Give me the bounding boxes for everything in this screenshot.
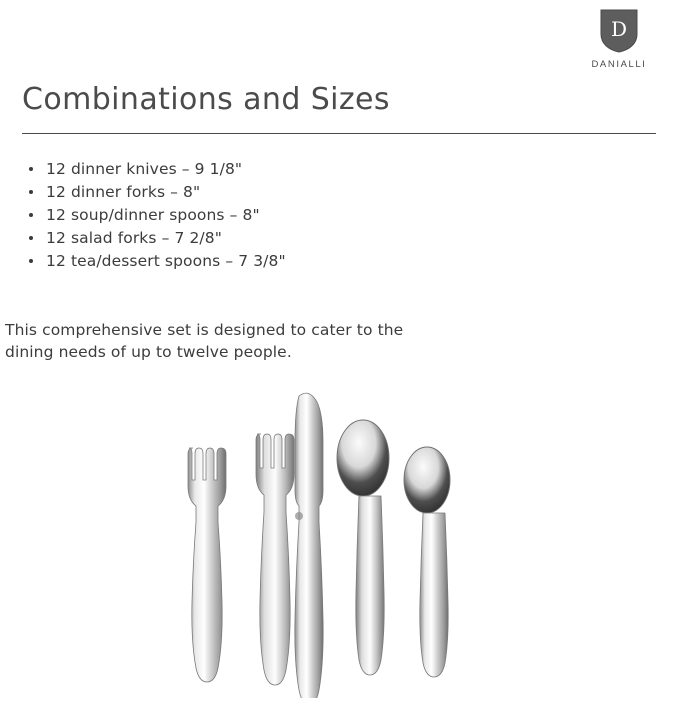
flatware-set-photo: [155, 378, 495, 698]
description-paragraph: This comprehensive set is designed to cater to the dining needs of up to twelve people.: [5, 320, 404, 361]
spec-list: [22, 158, 622, 273]
list-item: 12 tea/dessert spoons – 7 3/8": [22, 250, 622, 273]
list-item: 12 soup/dinner spoons – 8": [22, 204, 622, 227]
list-item: 12 dinner knives – 9 1/8": [22, 158, 622, 181]
svg-text:D: D: [610, 17, 628, 41]
shield-d-logo-icon: [599, 8, 639, 54]
page-title: Combinations and Sizes: [22, 82, 390, 118]
list-item: 12 dinner forks – 8": [22, 181, 622, 204]
list-item: 12 salad forks – 7 2/8": [22, 227, 622, 250]
brand-logo: [577, 8, 661, 70]
brand-name: DANIALLI: [591, 59, 647, 70]
horizontal-divider: [22, 133, 656, 134]
